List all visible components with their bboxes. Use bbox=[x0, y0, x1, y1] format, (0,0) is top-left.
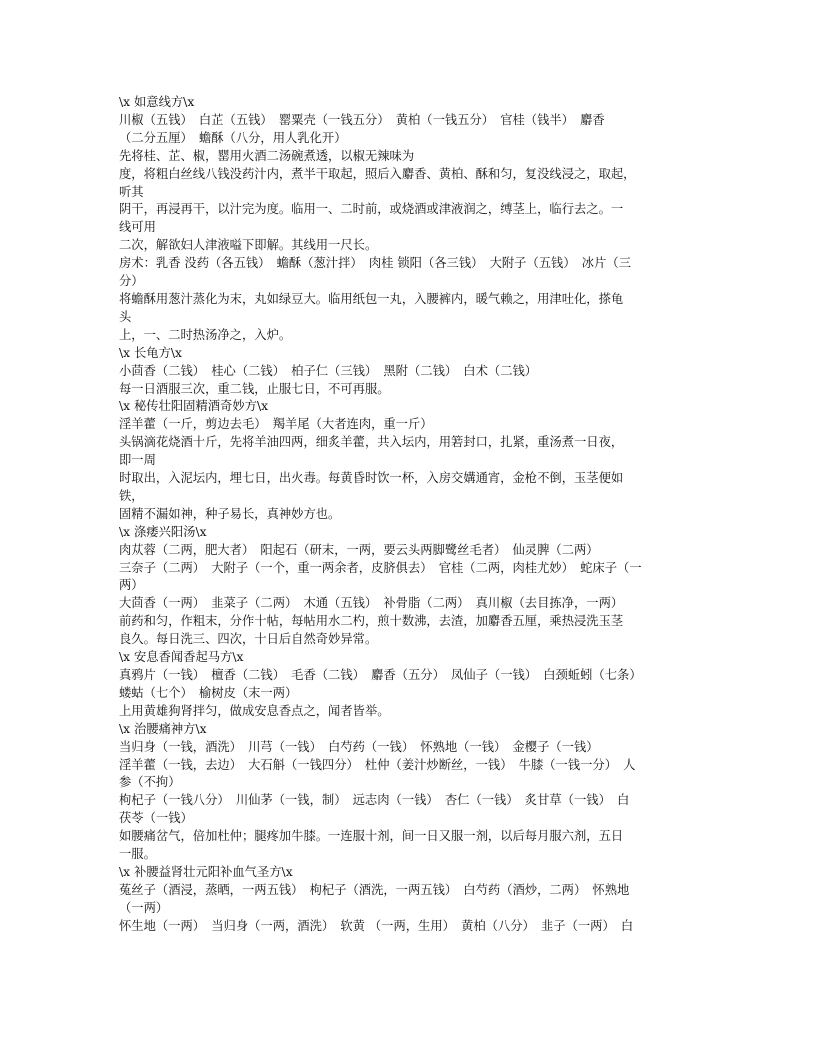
text-line: 阴干，再浸再干，以汁完为度。临用一、二时前，或烧酒或津液润之，缚茎上，临行去之。一 bbox=[119, 202, 624, 217]
text-line: 肉苁蓉（二两，肥大者） 阳起石（研末，一两，要云头两脚鹭丝毛者） 仙灵脾（二两） bbox=[119, 542, 599, 557]
text-line: 房术：乳香 没药（各五钱） 蟾酥（葱汁拌） 肉桂 锁阳（各三钱） 大附子（五钱） 冰片（三 bbox=[119, 256, 631, 271]
text-line: \x 秘传壮阳固精酒奇妙方\x bbox=[119, 399, 269, 414]
document-page bbox=[119, 94, 699, 936]
text-line: 良久。每日洗三、四次，十日后自然奇妙异常。 bbox=[119, 632, 378, 647]
text-line: 菟丝子（酒浸，蒸晒，一两五钱） 枸杞子（酒洗，一两五钱） 白芍药（酒炒，二两） 怀熟地 bbox=[119, 882, 630, 897]
text-line: （一两） bbox=[119, 900, 169, 915]
text-line: 线可用 bbox=[119, 220, 156, 235]
text-line: 一服。 bbox=[119, 847, 156, 862]
text-line: 川椒（五钱） 白芷（五钱） 罂粟壳（一钱五分） 黄柏（一钱五分） 官桂（钱半） 麝香 bbox=[119, 112, 605, 127]
text-line: （二分五厘） 蟾酥（八分，用人乳化开） bbox=[119, 130, 347, 145]
text-line: \x 长龟方\x bbox=[119, 345, 182, 360]
text-line: 头 bbox=[119, 309, 132, 324]
text-line: 上，一、二时热汤净之，入炉。 bbox=[119, 327, 292, 342]
text-line: 小茴香（二钱） 桂心（二钱） 柏子仁（三钱） 黑附（二钱） 白术（二钱） bbox=[119, 363, 538, 378]
text-line: 时取出，入泥坛内，埋七日，出火毒。每黄昏时饮一杯，入房交媾通宵，金枪不倒，玉茎便如 bbox=[119, 471, 624, 486]
text-line: 大茴香（一两） 韭菜子（二两） 木通（五钱） 补骨脂（二两） 真川椒（去目拣净，一两） bbox=[119, 596, 624, 611]
text-line: 茯苓（一钱） bbox=[119, 811, 193, 826]
text-line: 头锅滴花烧酒十斤，先将羊油四两，细炙羊藿，共入坛内，用箬封口，扎紧，重汤煮一日夜， bbox=[119, 435, 624, 450]
text-line: 分） bbox=[119, 274, 144, 289]
text-line: 两） bbox=[119, 578, 144, 593]
text-line: 淫羊藿（一斤，剪边去毛） 羯羊尾（大者连肉，重一斤） bbox=[119, 417, 433, 432]
text-line: 怀生地（一两） 当归身（一两，酒洗） 软黄 （一两，生用） 黄柏（八分） 韭子（一两） 白 bbox=[119, 918, 634, 933]
text-line: 真鸦片（一钱） 檀香（二钱） 毛香（二钱） 麝香（五分） 凤仙子（一钱） 白颈蚯蚓（七条） bbox=[119, 668, 642, 682]
text-line: 固精不漏如神，种子易长，真神妙方也。 bbox=[119, 506, 341, 521]
text-line: 如腰痛岔气，倍加杜仲；腿疼加牛膝。一连服十剂，间一日又服一剂，以后每月服六剂，五日 bbox=[119, 829, 624, 844]
text-line: 先将桂、芷、椒，罂用火酒二汤碗煮透，以椒无辣味为 bbox=[119, 148, 415, 163]
text-line: 枸杞子（一钱八分） 川仙茅（一钱，制） 远志肉（一钱） 杏仁（一钱） 炙甘草（一钱） 白 bbox=[119, 793, 630, 808]
text-line: \x 如意线方\x bbox=[119, 95, 195, 109]
text-line: 听其 bbox=[119, 184, 144, 199]
text-line: 三奈子（二两） 大附子（一个，重一两余者，皮脐俱去） 官桂（二两，肉桂尤妙） 蛇床子（一 bbox=[119, 560, 642, 575]
text-line: 参（不拘） bbox=[119, 775, 181, 790]
text-line: 即一周 bbox=[119, 453, 156, 468]
text-line: 前药和匀，作粗末，分作十帖，每帖用水二杓，煎十数沸，去渣，加麝香五厘，乘热浸洗玉茎 bbox=[119, 614, 624, 629]
text-line: 每一日酒服三次，重二钱，止服七日，不可再服。 bbox=[119, 381, 390, 396]
text-line: 度，将粗白丝线八钱没药汁内，煮半干取起，照后入麝香、黄柏、酥和匀，复没线浸之，取起， bbox=[119, 166, 636, 181]
text-line: \x 补腰益肾壮元阳补血气圣方\x bbox=[119, 864, 293, 879]
text-line: 上用黄雄狗肾拌匀，做成安息香点之，闻者皆举。 bbox=[119, 703, 390, 718]
text-line: 铁， bbox=[119, 488, 144, 503]
text-line: \x 涤痿兴阳汤\x bbox=[119, 524, 207, 539]
text-line: 当归身（一钱，酒洗） 川芎（一钱） 白芍药（一钱） 怀熟地（一钱） 金樱子（一钱） bbox=[119, 739, 599, 754]
text-line: \x 治腰痛神方\x bbox=[119, 721, 207, 736]
text-line: 将蟾酥用葱汁蒸化为末，丸如绿豆大。临用纸包一丸，入腰裤内，暖气赖之，用津吐化，搽龟 bbox=[119, 291, 624, 306]
text-line: 蝼蛄（七个） 榆树皮（末一两） bbox=[119, 685, 298, 700]
text-line: 二次，解欲妇人津液嗌下即解。其线用一尺长。 bbox=[119, 238, 378, 253]
text-line: 淫羊藿（一钱，去边） 大石斛（一钱四分） 杜仲（姜汁炒断丝，一钱） 牛膝（一钱一分） 人 bbox=[119, 757, 636, 772]
text-line: \x 安息香闻香起马方\x bbox=[119, 650, 244, 665]
